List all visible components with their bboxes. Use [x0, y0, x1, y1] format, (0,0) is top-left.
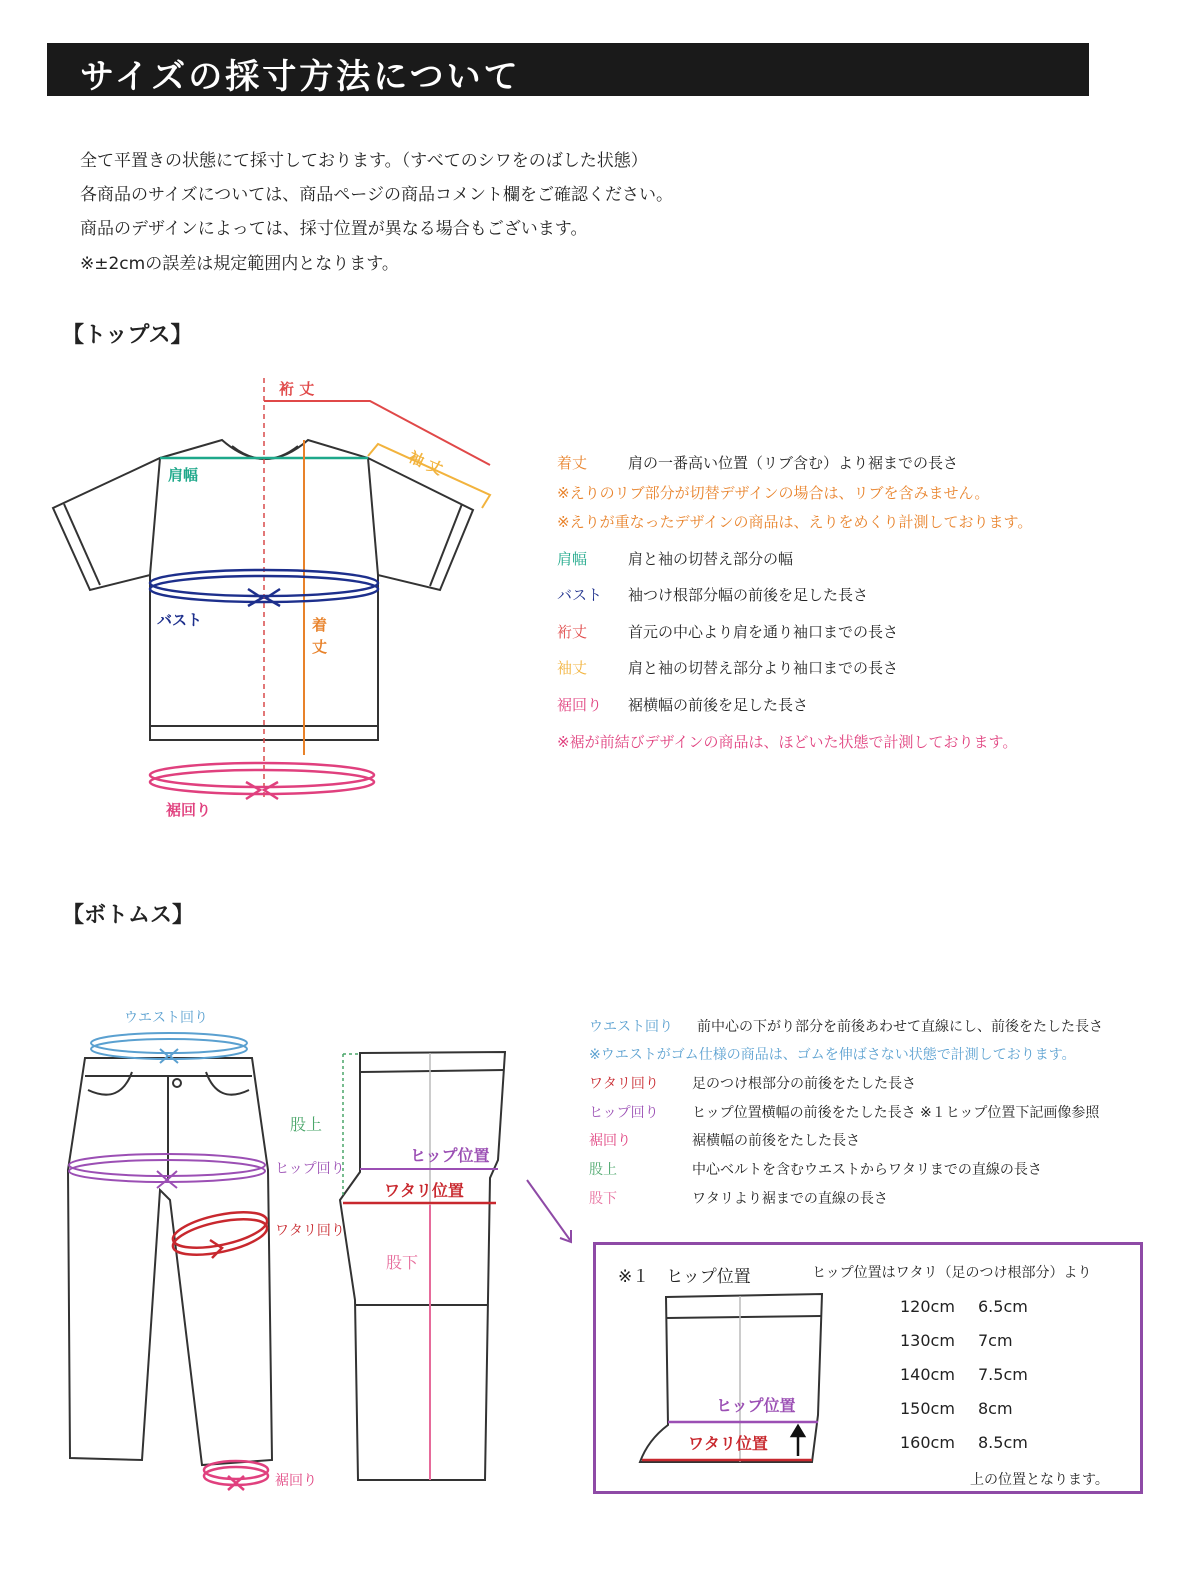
hip-box-title: ※１ ヒップ位置: [618, 1267, 751, 1287]
intro-line-4: ※±2cmの誤差は規定範囲内となります。: [80, 254, 399, 274]
bottoms-legend-matashita-label: 股下: [589, 1191, 617, 1207]
tops-legend-katahaba-desc: 肩と袖の切替え部分の幅: [628, 550, 794, 568]
bottoms-legend-watari-label: ワタリ回り: [589, 1076, 659, 1092]
hip-table-value-120: 6.5cm: [978, 1297, 1028, 1316]
hip-table-value-150: 8cm: [978, 1399, 1013, 1418]
tops-legend-susomawari-desc: 裾横幅の前後を足した長さ: [628, 696, 809, 714]
tops-legend-kitake-desc: 肩の一番高い位置（リブ含む）より裾までの長さ: [628, 454, 959, 472]
bottoms-legend-hip-label: ヒップ回り: [589, 1105, 659, 1121]
tops-label-sodetake: 袖 丈: [405, 447, 446, 479]
tops-label-bust: バスト: [157, 611, 203, 629]
tops-legend-bust-label: バスト: [557, 586, 603, 604]
tops-note-kitake-2: ※えりが重なったデザインの商品は、えりをめくり計測しております。: [557, 513, 1033, 531]
bottoms-label-watari: ワタリ回り: [275, 1223, 345, 1239]
page-title: サイズの採寸方法について: [80, 57, 521, 97]
bottoms-label-matagami: 股上: [290, 1115, 323, 1134]
tops-legend-susomawari-label: 裾回り: [557, 696, 603, 714]
tops-legend-yukitake-label: 裄丈: [557, 623, 588, 641]
pants-front-diagram: [68, 1058, 272, 1465]
tops-note-suso: ※裾が前結びデザインの商品は、ほどいた状態で計測しております。: [557, 733, 1018, 751]
hip-box-watari-label: ワタリ位置: [688, 1434, 768, 1453]
bottoms-legend-hip-desc: ヒップ位置横幅の前後をたした長さ ※１ヒップ位置下記画像参照: [692, 1105, 1100, 1121]
tops-note-kitake-1: ※えりのリブ部分が切替デザインの場合は、リブを含みません。: [557, 484, 990, 502]
hip-table-value-140: 7.5cm: [978, 1365, 1028, 1384]
hip-table-size-160: 160cm: [900, 1433, 955, 1452]
tops-label-kitake-2: 丈: [312, 638, 328, 656]
intro-line-1: 全て平置きの状態にて採寸しております。（すべてのシワをのばした状態）: [80, 151, 648, 171]
bottoms-legend-suso-desc: 裾横幅の前後をたした長さ: [692, 1133, 860, 1149]
tops-legend-yukitake-desc: 首元の中心より肩を通り袖口までの長さ: [628, 623, 899, 641]
tops-label-kitake-1: 着: [312, 616, 328, 634]
hip-table-size-130: 130cm: [900, 1331, 955, 1350]
tshirt-outline: [53, 440, 473, 740]
tops-legend-katahaba-label: 肩幅: [557, 550, 588, 568]
bottoms-legend-matagami-label: 股上: [589, 1162, 617, 1178]
pants-suso-ring: [204, 1461, 268, 1490]
bottoms-legend-matagami-desc: 中心ベルトを含むウエストからワタリまでの直線の長さ: [692, 1162, 1042, 1178]
bottoms-legend-waist-desc: 前中心の下がり部分を前後あわせて直線にし、前後をたした長さ: [697, 1019, 1103, 1035]
bottoms-legend-watari-desc: 足のつけ根部分の前後をたした長さ: [692, 1076, 916, 1092]
intro-line-2: 各商品のサイズについては、商品ページの商品コメント欄をご確認ください。: [80, 185, 673, 205]
hip-table-size-120: 120cm: [900, 1297, 955, 1316]
hip-table-size-140: 140cm: [900, 1365, 955, 1384]
bottoms-label-matashita: 股下: [386, 1253, 419, 1272]
intro-line-3: 商品のデザインによっては、採寸位置が異なる場合もございます。: [80, 219, 588, 239]
hip-box-footer: 上の位置となります。: [970, 1472, 1109, 1488]
tops-legend-bust-desc: 袖つけ根部分幅の前後を足した長さ: [628, 586, 869, 604]
tshirt-diagram: [53, 440, 473, 740]
hip-table-size-150: 150cm: [900, 1399, 955, 1418]
tops-heading: 【トップス】: [62, 323, 193, 348]
bottoms-label-hip: ヒップ回り: [275, 1161, 345, 1177]
arrow-to-hip-box: [527, 1180, 571, 1242]
pants-side-outline: [340, 1052, 505, 1480]
bottoms-label-hip-pos: ヒップ位置: [410, 1146, 490, 1165]
bottoms-legend-waist-note: ※ウエストがゴム仕様の商品は、ゴムを伸ばさない状態で計測しております。: [589, 1047, 1076, 1063]
pants-side-diagram: [340, 1052, 505, 1480]
tops-legend-sodetake-desc: 肩と袖の切替え部分より袖口までの長さ: [628, 659, 899, 677]
tops-legend-sodetake-label: 袖丈: [557, 659, 588, 677]
hip-box-subtitle: ヒップ位置はワタリ（足のつけ根部分）より: [812, 1265, 1092, 1281]
tops-legend-kitake-label: 着丈: [557, 454, 588, 472]
susomawari-ring: [150, 763, 374, 799]
hip-table-value-130: 7cm: [978, 1331, 1013, 1350]
bottoms-label-waist: ウエスト回り: [124, 1010, 208, 1026]
hip-table-value-160: 8.5cm: [978, 1433, 1028, 1452]
bottoms-legend-suso-label: 裾回り: [589, 1133, 631, 1149]
bottoms-heading: 【ボトムス】: [62, 903, 195, 928]
bottoms-label-suso: 裾回り: [275, 1473, 317, 1489]
bottoms-label-watari-pos: ワタリ位置: [384, 1181, 464, 1200]
tops-label-yukitake: 裄 丈: [279, 380, 315, 398]
bottoms-legend-waist-label: ウエスト回り: [589, 1019, 673, 1035]
pants-front-outline: [68, 1058, 272, 1465]
tops-label-katahaba: 肩幅: [168, 466, 199, 484]
hip-box-hip-label: ヒップ位置: [716, 1396, 796, 1415]
bottoms-legend-matashita-desc: ワタリより裾までの直線の長さ: [692, 1191, 888, 1207]
tops-label-susomawari: 裾回り: [166, 801, 212, 819]
